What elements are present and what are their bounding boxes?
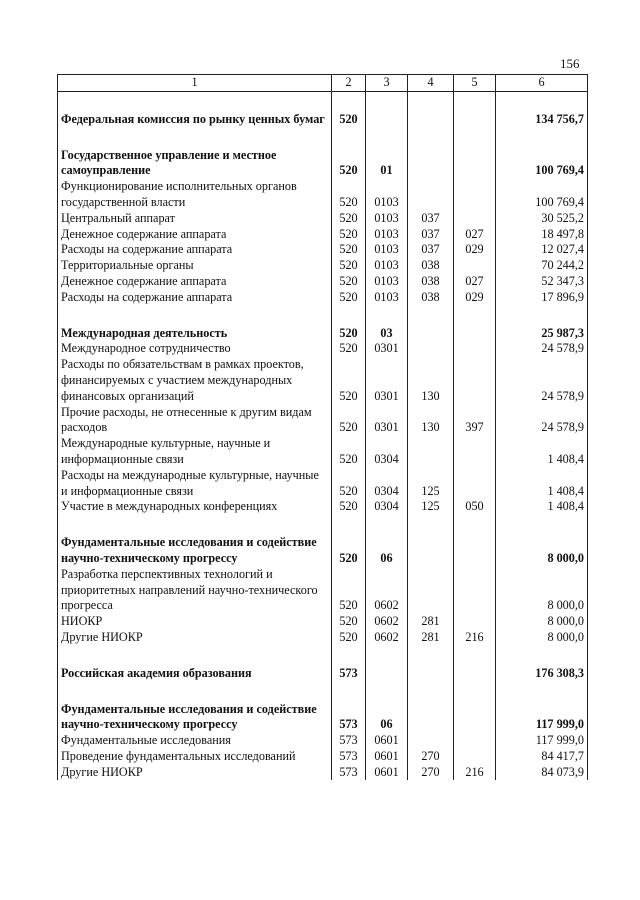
table-row	[58, 733, 588, 749]
table-row	[58, 290, 588, 306]
expense-type-cell	[454, 211, 496, 227]
table-row	[58, 227, 588, 243]
row-name-cell: Центральный аппарат	[58, 211, 332, 227]
amount-cell: 18 497,8	[496, 227, 588, 243]
table-row	[58, 211, 588, 227]
chapter-code-cell: 520	[332, 357, 366, 404]
row-name-cell: Расходы на содержание аппарата	[58, 290, 332, 306]
amount-cell: 117 999,0	[496, 702, 588, 734]
table-row	[58, 702, 588, 734]
section-code-cell: 0304	[366, 468, 408, 500]
table-row	[58, 405, 588, 437]
expense-type-cell: 397	[454, 405, 496, 437]
table-row	[58, 148, 588, 180]
row-name-cell	[58, 646, 332, 666]
amount-cell: 8 000,0	[496, 535, 588, 567]
expense-type-cell	[454, 357, 496, 404]
table-row	[58, 614, 588, 630]
chapter-code-cell: 573	[332, 702, 366, 734]
section-code-cell	[366, 128, 408, 148]
target-code-cell: 130	[408, 405, 454, 437]
page-number: 156	[560, 56, 580, 71]
chapter-code-cell: 520	[332, 567, 366, 614]
section-code-cell	[366, 646, 408, 666]
expense-type-cell	[454, 436, 496, 468]
chapter-code-cell: 520	[332, 274, 366, 290]
target-code-cell: 037	[408, 227, 454, 243]
section-code-cell: 0103	[366, 258, 408, 274]
row-name-cell: Другие НИОКР	[58, 765, 332, 781]
target-code-cell: 038	[408, 290, 454, 306]
section-code-cell	[366, 515, 408, 535]
section-code-cell	[366, 112, 408, 128]
section-code-cell: 0103	[366, 274, 408, 290]
section-code-cell: 0301	[366, 405, 408, 437]
section-code-cell: 0103	[366, 227, 408, 243]
row-name-cell	[58, 306, 332, 326]
column-header: 5	[454, 75, 496, 92]
target-code-cell	[408, 341, 454, 357]
amount-cell	[496, 306, 588, 326]
row-name-cell: Денежное содержание аппарата	[58, 274, 332, 290]
section-code-cell: 0103	[366, 179, 408, 211]
target-code-cell	[408, 535, 454, 567]
section-code-cell: 0301	[366, 341, 408, 357]
row-name-cell: Федеральная комиссия по рынку ценных бумаг	[58, 112, 332, 128]
chapter-code-cell: 520	[332, 179, 366, 211]
chapter-code-cell: 520	[332, 211, 366, 227]
row-name-cell: Другие НИОКР	[58, 630, 332, 646]
chapter-code-cell	[332, 646, 366, 666]
row-name-cell: Государственное управление и местное самоуправление	[58, 148, 332, 180]
row-name-cell: Фундаментальные исследования и содействие научно-техническому прогрессу	[58, 702, 332, 734]
expense-type-cell	[454, 148, 496, 180]
amount-cell: 12 027,4	[496, 242, 588, 258]
amount-cell: 100 769,4	[496, 179, 588, 211]
amount-cell: 1 408,4	[496, 499, 588, 515]
amount-cell: 24 578,9	[496, 357, 588, 404]
chapter-code-cell: 520	[332, 242, 366, 258]
expense-type-cell	[454, 112, 496, 128]
expense-type-cell	[454, 258, 496, 274]
row-name-cell: Расходы по обязательствам в рамках проектов, финансируемых с участием международных финансовых организаций	[58, 357, 332, 404]
amount-cell: 8 000,0	[496, 630, 588, 646]
table-row	[58, 468, 588, 500]
table-body	[58, 91, 588, 780]
target-code-cell: 125	[408, 499, 454, 515]
column-header: 4	[408, 75, 454, 92]
chapter-code-cell: 520	[332, 436, 366, 468]
target-code-cell	[408, 112, 454, 128]
target-code-cell: 037	[408, 242, 454, 258]
expense-type-cell	[454, 567, 496, 614]
target-code-cell: 125	[408, 468, 454, 500]
section-code-cell	[366, 682, 408, 702]
chapter-code-cell: 520	[332, 405, 366, 437]
section-code-cell	[366, 91, 408, 112]
expense-type-cell	[454, 682, 496, 702]
amount-cell	[496, 646, 588, 666]
expense-type-cell	[454, 535, 496, 567]
row-name-cell: Международное сотрудничество	[58, 341, 332, 357]
target-code-cell	[408, 128, 454, 148]
row-name-cell: Расходы на международные культурные, научные и информационные связи	[58, 468, 332, 500]
expense-type-cell: 050	[454, 499, 496, 515]
row-name-cell	[58, 91, 332, 112]
table-row	[58, 179, 588, 211]
table-row	[58, 436, 588, 468]
table-row	[58, 326, 588, 342]
amount-cell: 70 244,2	[496, 258, 588, 274]
chapter-code-cell: 520	[332, 499, 366, 515]
spacer-row	[58, 515, 588, 535]
expense-type-cell	[454, 515, 496, 535]
expense-type-cell	[454, 733, 496, 749]
expense-type-cell	[454, 341, 496, 357]
expense-type-cell: 216	[454, 630, 496, 646]
chapter-code-cell: 573	[332, 666, 366, 682]
section-code-cell: 0602	[366, 630, 408, 646]
amount-cell: 24 578,9	[496, 405, 588, 437]
target-code-cell: 038	[408, 258, 454, 274]
row-name-cell: Разработка перспективных технологий и приоритетных направлений научно-технического прогресса	[58, 567, 332, 614]
spacer-row	[58, 128, 588, 148]
budget-table	[57, 74, 588, 780]
section-code-cell	[366, 306, 408, 326]
expense-type-cell	[454, 326, 496, 342]
amount-cell: 84 073,9	[496, 765, 588, 781]
chapter-code-cell	[332, 515, 366, 535]
chapter-code-cell: 520	[332, 468, 366, 500]
amount-cell: 8 000,0	[496, 567, 588, 614]
target-code-cell	[408, 567, 454, 614]
amount-cell	[496, 128, 588, 148]
row-name-cell: Участие в международных конференциях	[58, 499, 332, 515]
target-code-cell: 281	[408, 614, 454, 630]
column-header: 3	[366, 75, 408, 92]
section-code-cell: 03	[366, 326, 408, 342]
expense-type-cell	[454, 666, 496, 682]
chapter-code-cell	[332, 682, 366, 702]
amount-cell: 25 987,3	[496, 326, 588, 342]
table-row	[58, 765, 588, 781]
row-name-cell	[58, 128, 332, 148]
section-code-cell: 0602	[366, 614, 408, 630]
section-code-cell: 0601	[366, 765, 408, 781]
expense-type-cell: 027	[454, 274, 496, 290]
expense-type-cell	[454, 468, 496, 500]
table-row	[58, 242, 588, 258]
section-code-cell: 0602	[366, 567, 408, 614]
row-name-cell: НИОКР	[58, 614, 332, 630]
target-code-cell: 130	[408, 357, 454, 404]
target-code-cell	[408, 646, 454, 666]
amount-cell: 117 999,0	[496, 733, 588, 749]
column-header: 2	[332, 75, 366, 92]
row-name-cell: Международная деятельность	[58, 326, 332, 342]
table-row	[58, 499, 588, 515]
chapter-code-cell: 520	[332, 341, 366, 357]
row-name-cell	[58, 682, 332, 702]
expense-type-cell: 029	[454, 242, 496, 258]
header-row	[58, 75, 588, 92]
chapter-code-cell: 520	[332, 326, 366, 342]
chapter-code-cell	[332, 128, 366, 148]
target-code-cell	[408, 682, 454, 702]
row-name-cell: Расходы на содержание аппарата	[58, 242, 332, 258]
expense-type-cell	[454, 702, 496, 734]
expense-type-cell: 027	[454, 227, 496, 243]
chapter-code-cell: 573	[332, 749, 366, 765]
row-name-cell: Фундаментальные исследования и содействие научно-техническому прогрессу	[58, 535, 332, 567]
table-row	[58, 274, 588, 290]
amount-cell: 8 000,0	[496, 614, 588, 630]
target-code-cell: 270	[408, 749, 454, 765]
chapter-code-cell: 573	[332, 733, 366, 749]
target-code-cell	[408, 515, 454, 535]
target-code-cell	[408, 702, 454, 734]
target-code-cell	[408, 666, 454, 682]
target-code-cell	[408, 179, 454, 211]
expense-type-cell	[454, 306, 496, 326]
table-row	[58, 258, 588, 274]
chapter-code-cell: 520	[332, 227, 366, 243]
target-code-cell: 281	[408, 630, 454, 646]
chapter-code-cell: 520	[332, 535, 366, 567]
amount-cell: 30 525,2	[496, 211, 588, 227]
amount-cell	[496, 515, 588, 535]
expense-type-cell	[454, 614, 496, 630]
row-name-cell: Денежное содержание аппарата	[58, 227, 332, 243]
table-row	[58, 666, 588, 682]
row-name-cell	[58, 515, 332, 535]
chapter-code-cell	[332, 306, 366, 326]
expense-type-cell	[454, 128, 496, 148]
amount-cell: 52 347,3	[496, 274, 588, 290]
table-row	[58, 341, 588, 357]
row-name-cell: Прочие расходы, не отнесенные к другим видам расходов	[58, 405, 332, 437]
row-name-cell: Российская академия образования	[58, 666, 332, 682]
section-code-cell: 0103	[366, 242, 408, 258]
row-name-cell: Проведение фундаментальных исследований	[58, 749, 332, 765]
table-row	[58, 567, 588, 614]
amount-cell: 176 308,3	[496, 666, 588, 682]
target-code-cell	[408, 306, 454, 326]
table-row	[58, 535, 588, 567]
chapter-code-cell: 520	[332, 112, 366, 128]
table-row	[58, 112, 588, 128]
chapter-code-cell: 520	[332, 630, 366, 646]
row-name-cell: Функционирование исполнительных органов государственной власти	[58, 179, 332, 211]
amount-cell: 1 408,4	[496, 436, 588, 468]
expense-type-cell: 029	[454, 290, 496, 306]
expense-type-cell	[454, 749, 496, 765]
section-code-cell: 06	[366, 535, 408, 567]
section-code-cell: 0103	[366, 290, 408, 306]
section-code-cell: 06	[366, 702, 408, 734]
target-code-cell: 270	[408, 765, 454, 781]
chapter-code-cell: 520	[332, 290, 366, 306]
section-code-cell: 0301	[366, 357, 408, 404]
amount-cell: 17 896,9	[496, 290, 588, 306]
row-name-cell: Международные культурные, научные и информационные связи	[58, 436, 332, 468]
section-code-cell: 0304	[366, 436, 408, 468]
target-code-cell	[408, 436, 454, 468]
row-name-cell: Территориальные органы	[58, 258, 332, 274]
amount-cell: 84 417,7	[496, 749, 588, 765]
amount-cell	[496, 682, 588, 702]
column-header: 1	[58, 75, 332, 92]
spacer-row	[58, 306, 588, 326]
chapter-code-cell: 520	[332, 148, 366, 180]
expense-type-cell	[454, 179, 496, 211]
spacer-row	[58, 646, 588, 666]
section-code-cell: 01	[366, 148, 408, 180]
table-row	[58, 630, 588, 646]
chapter-code-cell: 520	[332, 258, 366, 274]
target-code-cell: 038	[408, 274, 454, 290]
section-code-cell: 0103	[366, 211, 408, 227]
amount-cell	[496, 91, 588, 112]
expense-type-cell	[454, 91, 496, 112]
amount-cell: 100 769,4	[496, 148, 588, 180]
spacer-row	[58, 682, 588, 702]
amount-cell: 134 756,7	[496, 112, 588, 128]
section-code-cell	[366, 666, 408, 682]
amount-cell: 24 578,9	[496, 341, 588, 357]
section-code-cell: 0601	[366, 749, 408, 765]
section-code-cell: 0304	[366, 499, 408, 515]
spacer-row	[58, 91, 588, 112]
target-code-cell: 037	[408, 211, 454, 227]
target-code-cell	[408, 326, 454, 342]
chapter-code-cell: 573	[332, 765, 366, 781]
target-code-cell	[408, 733, 454, 749]
expense-type-cell	[454, 646, 496, 666]
chapter-code-cell	[332, 91, 366, 112]
target-code-cell	[408, 91, 454, 112]
section-code-cell: 0601	[366, 733, 408, 749]
row-name-cell: Фундаментальные исследования	[58, 733, 332, 749]
target-code-cell	[408, 148, 454, 180]
chapter-code-cell: 520	[332, 614, 366, 630]
expense-type-cell: 216	[454, 765, 496, 781]
column-header: 6	[496, 75, 588, 92]
amount-cell: 1 408,4	[496, 468, 588, 500]
table-row	[58, 357, 588, 404]
table-row	[58, 749, 588, 765]
